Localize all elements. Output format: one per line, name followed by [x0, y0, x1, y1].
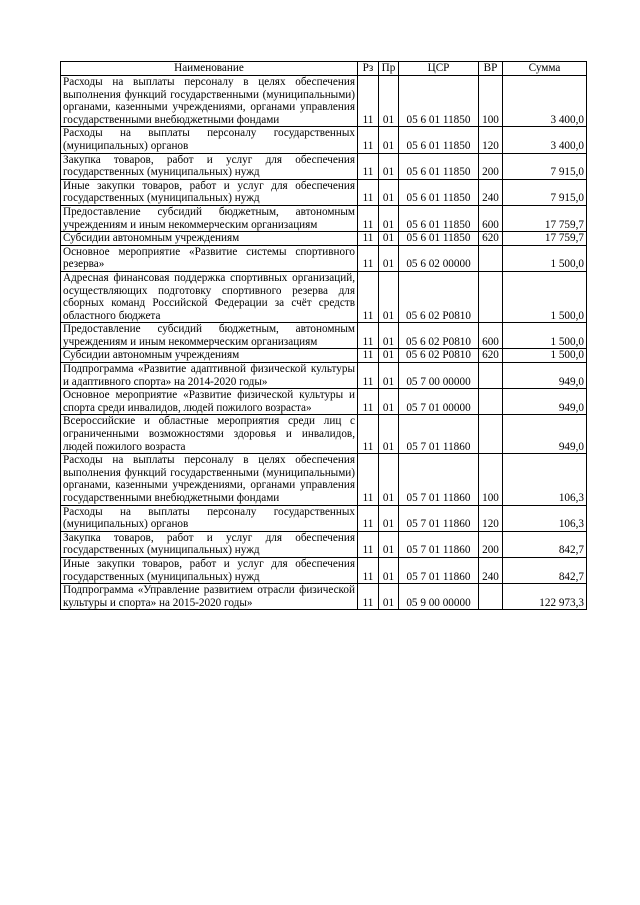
item-csr: 05 7 01 11860	[399, 557, 479, 583]
item-csr: 05 7 01 00000	[399, 389, 479, 415]
header-pr: Пр	[379, 62, 399, 76]
table-row	[61, 76, 587, 127]
item-sum: 106,3	[503, 454, 587, 505]
item-sum: 122 973,3	[503, 584, 587, 610]
item-sum: 842,7	[503, 557, 587, 583]
item-sum: 106,3	[503, 505, 587, 531]
item-rz: 11	[358, 205, 379, 231]
item-pr: 01	[379, 245, 399, 271]
item-rz: 11	[358, 76, 379, 127]
item-csr: 05 6 02 Р0810	[399, 271, 479, 322]
item-csr: 05 6 01 11850	[399, 127, 479, 153]
item-csr: 05 6 02 00000	[399, 245, 479, 271]
item-pr: 01	[379, 271, 399, 322]
item-sum: 3 400,0	[503, 76, 587, 127]
item-name: Всероссийские и областные мероприятия среди лиц с ограниченными возможностями здоровья и инвалидов, людей пожилого возраста	[61, 415, 358, 454]
item-rz: 11	[358, 531, 379, 557]
table-row	[61, 153, 587, 179]
item-pr: 01	[379, 363, 399, 389]
item-pr: 01	[379, 232, 399, 246]
item-name: Основное мероприятие «Развитие физической культуры и спорта среди инвалидов, людей пожилого возраста»	[61, 389, 358, 415]
item-vr: 120	[479, 127, 503, 153]
item-csr: 05 6 01 11850	[399, 179, 479, 205]
item-vr: 100	[479, 454, 503, 505]
item-name: Предоставление субсидий бюджетным, автономным учреждениям и иным некоммерческим организациям	[61, 323, 358, 349]
item-vr: 120	[479, 505, 503, 531]
item-rz: 11	[358, 349, 379, 363]
item-pr: 01	[379, 557, 399, 583]
item-name: Расходы на выплаты персоналу в целях обеспечения выполнения функций государственными (муниципальными) органами, казенными учреждениями, органами управления государственными внебюджетными фондами	[61, 454, 358, 505]
item-csr: 05 7 00 00000	[399, 363, 479, 389]
item-rz: 11	[358, 505, 379, 531]
item-pr: 01	[379, 179, 399, 205]
item-csr: 05 6 01 11850	[399, 232, 479, 246]
item-vr	[479, 415, 503, 454]
item-sum: 1 500,0	[503, 349, 587, 363]
item-pr: 01	[379, 584, 399, 610]
item-name: Адресная финансовая поддержка спортивных организаций, осуществляющих подготовку спортивного резерва для сборных команд Российской Федерации за счёт средств областного бюджета	[61, 271, 358, 322]
item-rz: 11	[358, 153, 379, 179]
item-name: Иные закупки товаров, работ и услуг для обеспечения государственных (муниципальных) нужд	[61, 557, 358, 583]
item-pr: 01	[379, 205, 399, 231]
table-row	[61, 179, 587, 205]
item-rz: 11	[358, 232, 379, 246]
item-pr: 01	[379, 323, 399, 349]
item-vr: 240	[479, 557, 503, 583]
item-pr: 01	[379, 389, 399, 415]
item-csr: 05 7 01 11860	[399, 505, 479, 531]
header-rz: Рз	[358, 62, 379, 76]
item-sum: 1 500,0	[503, 323, 587, 349]
item-sum: 7 915,0	[503, 179, 587, 205]
item-csr: 05 7 01 11860	[399, 415, 479, 454]
item-vr: 600	[479, 323, 503, 349]
item-name: Иные закупки товаров, работ и услуг для обеспечения государственных (муниципальных) нужд	[61, 179, 358, 205]
table-row	[61, 505, 587, 531]
header-name: Наименование	[61, 62, 358, 76]
item-vr: 620	[479, 232, 503, 246]
item-vr: 600	[479, 205, 503, 231]
item-pr: 01	[379, 349, 399, 363]
table-row	[61, 584, 587, 610]
item-pr: 01	[379, 505, 399, 531]
item-rz: 11	[358, 584, 379, 610]
table-row	[61, 531, 587, 557]
item-vr	[479, 389, 503, 415]
item-rz: 11	[358, 389, 379, 415]
item-vr: 240	[479, 179, 503, 205]
item-name: Субсидии автономным учреждениям	[61, 349, 358, 363]
item-name: Расходы на выплаты персоналу в целях обеспечения выполнения функций государственными (муниципальными) органами, казенными учреждениями, органами управления государственными внебюджетными фондами	[61, 76, 358, 127]
item-sum: 1 500,0	[503, 271, 587, 322]
item-csr: 05 7 01 11860	[399, 531, 479, 557]
table-body	[61, 76, 587, 610]
table-row	[61, 363, 587, 389]
budget-table	[60, 61, 587, 610]
item-pr: 01	[379, 153, 399, 179]
item-vr	[479, 245, 503, 271]
item-sum: 949,0	[503, 415, 587, 454]
header-vr: ВР	[479, 62, 503, 76]
table-row	[61, 205, 587, 231]
item-pr: 01	[379, 415, 399, 454]
item-vr: 100	[479, 76, 503, 127]
item-sum: 17 759,7	[503, 232, 587, 246]
table-row	[61, 271, 587, 322]
item-name: Основное мероприятие «Развитие системы спортивного резерва»	[61, 245, 358, 271]
item-sum: 7 915,0	[503, 153, 587, 179]
table-row	[61, 557, 587, 583]
item-vr	[479, 363, 503, 389]
item-name: Подпрограмма «Управление развитием отрасли физической культуры и спорта» на 2015-2020 годы»	[61, 584, 358, 610]
item-sum: 17 759,7	[503, 205, 587, 231]
item-sum: 1 500,0	[503, 245, 587, 271]
item-name: Предоставление субсидий бюджетным, автономным учреждениям и иным некоммерческим организациям	[61, 205, 358, 231]
item-rz: 11	[358, 557, 379, 583]
header-row	[61, 62, 587, 76]
item-vr: 620	[479, 349, 503, 363]
table-row	[61, 245, 587, 271]
item-name: Расходы на выплаты персоналу государственных (муниципальных) органов	[61, 505, 358, 531]
item-sum: 842,7	[503, 531, 587, 557]
item-name: Подпрограмма «Развитие адаптивной физической культуры и адаптивного спорта» на 2014-2020 годы»	[61, 363, 358, 389]
item-pr: 01	[379, 454, 399, 505]
item-csr: 05 6 01 11850	[399, 153, 479, 179]
table-row	[61, 323, 587, 349]
item-csr: 05 6 01 11850	[399, 205, 479, 231]
item-vr	[479, 271, 503, 322]
table-row	[61, 127, 587, 153]
header-sum: Сумма	[503, 62, 587, 76]
item-rz: 11	[358, 454, 379, 505]
item-pr: 01	[379, 531, 399, 557]
item-csr: 05 6 02 Р0810	[399, 323, 479, 349]
item-vr: 200	[479, 153, 503, 179]
item-sum: 949,0	[503, 389, 587, 415]
table-row	[61, 454, 587, 505]
item-sum: 949,0	[503, 363, 587, 389]
item-rz: 11	[358, 415, 379, 454]
item-pr: 01	[379, 127, 399, 153]
item-name: Закупка товаров, работ и услуг для обеспечения государственных (муниципальных) нужд	[61, 531, 358, 557]
table-row	[61, 349, 587, 363]
item-name: Расходы на выплаты персоналу государственных (муниципальных) органов	[61, 127, 358, 153]
item-csr: 05 7 01 11860	[399, 454, 479, 505]
item-pr: 01	[379, 76, 399, 127]
item-rz: 11	[358, 245, 379, 271]
item-rz: 11	[358, 179, 379, 205]
item-csr: 05 6 01 11850	[399, 76, 479, 127]
item-vr	[479, 584, 503, 610]
item-rz: 11	[358, 127, 379, 153]
item-sum: 3 400,0	[503, 127, 587, 153]
item-csr: 05 9 00 00000	[399, 584, 479, 610]
item-name: Субсидии автономным учреждениям	[61, 232, 358, 246]
item-rz: 11	[358, 323, 379, 349]
item-vr: 200	[479, 531, 503, 557]
item-rz: 11	[358, 363, 379, 389]
item-csr: 05 6 02 Р0810	[399, 349, 479, 363]
table-row	[61, 415, 587, 454]
header-csr: ЦСР	[399, 62, 479, 76]
table-row	[61, 389, 587, 415]
table-row	[61, 232, 587, 246]
item-rz: 11	[358, 271, 379, 322]
item-name: Закупка товаров, работ и услуг для обеспечения государственных (муниципальных) нужд	[61, 153, 358, 179]
